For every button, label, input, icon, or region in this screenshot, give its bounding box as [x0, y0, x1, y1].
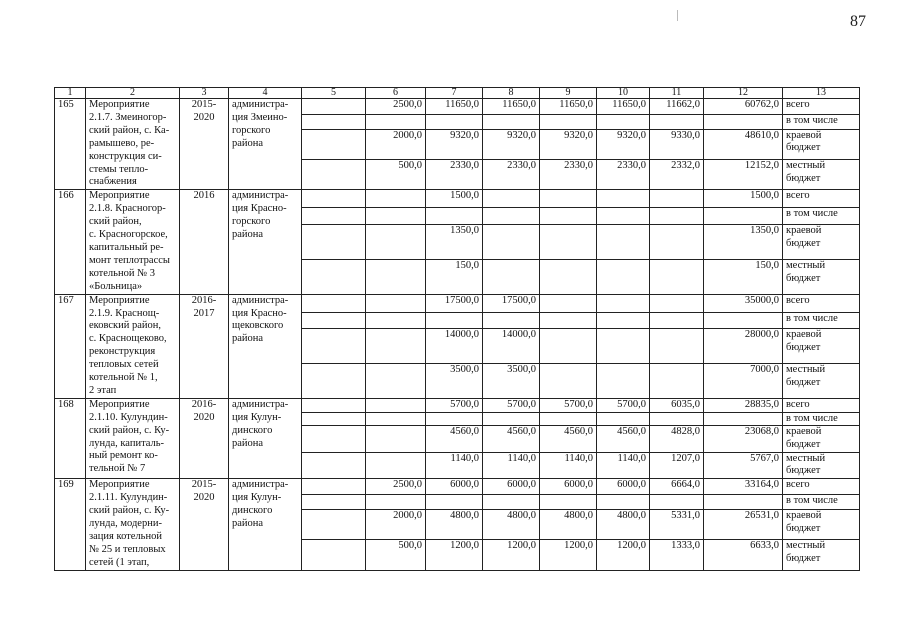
header-cell-8: 8: [483, 88, 540, 99]
value-cell-c6: [366, 259, 426, 294]
measure-title-line: ский район, с. Ку-: [89, 424, 170, 436]
value-cell-c5: [302, 509, 366, 539]
header-cell-12: 12: [704, 88, 783, 99]
page-number: 87: [850, 13, 866, 30]
value-cell-c8: 14000,0: [483, 329, 540, 364]
header-cell-11: 11: [650, 88, 704, 99]
value-cell-c11: [650, 329, 704, 364]
period-line: 2016-: [191, 398, 217, 410]
header-cell-13: 13: [783, 88, 860, 99]
value-cell-c7: 14000,0: [426, 329, 483, 364]
value-cell-c11: [650, 364, 704, 399]
row-number: 166: [55, 190, 86, 294]
value-cell-c6: [366, 190, 426, 208]
value-cell-c10: 4800,0: [597, 509, 650, 539]
value-cell-c6: 2000,0: [366, 509, 426, 539]
value-cell-c9: [540, 114, 597, 129]
funding-source-cell: в том числе: [783, 114, 860, 129]
measure-title-line: с. Краснощеково,: [89, 333, 167, 345]
executor-line: района: [232, 229, 264, 241]
value-cell-c7: 5700,0: [426, 398, 483, 412]
value-cell-c12: 26531,0: [704, 509, 783, 539]
executor-line: района: [232, 437, 264, 449]
value-cell-c8: [483, 312, 540, 329]
value-cell-c6: 500,0: [366, 540, 426, 570]
value-cell-c6: 2500,0: [366, 479, 426, 495]
value-cell-c8: 4800,0: [483, 509, 540, 539]
value-cell-c11: [650, 114, 704, 129]
value-cell-c10: [597, 225, 650, 260]
executor-line: горского: [232, 124, 271, 136]
executor-line: администра-: [232, 190, 289, 202]
value-cell-c7: 4800,0: [426, 509, 483, 539]
value-cell-c12: 12152,0: [704, 159, 783, 189]
period-line: 2017: [193, 307, 215, 319]
value-cell-c9: 2330,0: [540, 159, 597, 189]
value-cell-c7: [426, 208, 483, 225]
value-cell-c6: [366, 329, 426, 364]
period-line: 2020: [193, 111, 215, 123]
value-cell-c7: 1200,0: [426, 540, 483, 570]
value-cell-c11: [650, 190, 704, 208]
value-cell-c6: 2000,0: [366, 129, 426, 159]
value-cell-c7: 17500,0: [426, 294, 483, 312]
value-cell-c11: 4828,0: [650, 425, 704, 452]
value-cell-c9: 5700,0: [540, 398, 597, 412]
value-cell-c5: [302, 398, 366, 412]
value-cell-c11: 11662,0: [650, 99, 704, 115]
executor-line: администра-: [232, 294, 289, 306]
value-cell-c11: 1333,0: [650, 540, 704, 570]
value-cell-c12: 60762,0: [704, 99, 783, 115]
period-cell: [180, 294, 229, 398]
value-cell-c11: 1207,0: [650, 452, 704, 479]
header-cell-5: 5: [302, 88, 366, 99]
measure-title-line: конструкция си-: [89, 150, 162, 162]
funding-source-cell: краевой бюджет: [783, 225, 860, 260]
executor-cell: [229, 479, 302, 570]
value-cell-c10: 11650,0: [597, 99, 650, 115]
measure-title-line: ский район, с. Ка-: [89, 124, 170, 136]
value-cell-c10: 2330,0: [597, 159, 650, 189]
budget-table: [54, 87, 860, 571]
funding-source-cell: в том числе: [783, 412, 860, 425]
measure-title-line: сетей (1 этап,: [89, 556, 150, 568]
funding-source-cell: всего: [783, 99, 860, 115]
executor-cell: [229, 294, 302, 398]
value-cell-c12: [704, 312, 783, 329]
value-cell-c12: [704, 495, 783, 510]
funding-source-cell: краевой бюджет: [783, 329, 860, 364]
measure-title-line: котельной № 1,: [89, 372, 158, 384]
value-cell-c5: [302, 412, 366, 425]
period-line: 2016: [193, 190, 215, 202]
value-cell-c8: [483, 225, 540, 260]
executor-cell: [229, 190, 302, 294]
measure-title: [86, 294, 180, 398]
measure-title-line: капитальный ре-: [89, 241, 164, 253]
value-cell-c8: 5700,0: [483, 398, 540, 412]
table-row: [55, 294, 860, 312]
value-cell-c7: 150,0: [426, 259, 483, 294]
value-cell-c9: [540, 225, 597, 260]
value-cell-c10: [597, 495, 650, 510]
value-cell-c6: [366, 208, 426, 225]
funding-source-cell: в том числе: [783, 312, 860, 329]
value-cell-c8: 17500,0: [483, 294, 540, 312]
executor-line: горского: [232, 216, 271, 228]
value-cell-c10: [597, 312, 650, 329]
value-cell-c5: [302, 159, 366, 189]
value-cell-c8: 1140,0: [483, 452, 540, 479]
value-cell-c5: [302, 129, 366, 159]
value-cell-c9: [540, 364, 597, 399]
value-cell-c12: 150,0: [704, 259, 783, 294]
value-cell-c9: [540, 312, 597, 329]
value-cell-c12: [704, 208, 783, 225]
measure-title-line: стемы тепло-: [89, 163, 149, 175]
value-cell-c5: [302, 479, 366, 495]
value-cell-c9: 11650,0: [540, 99, 597, 115]
value-cell-c5: [302, 425, 366, 452]
measure-title-line: «Больница»: [89, 280, 143, 292]
value-cell-c7: 1350,0: [426, 225, 483, 260]
value-cell-c8: 4560,0: [483, 425, 540, 452]
funding-source-cell: местный бюджет: [783, 452, 860, 479]
value-cell-c8: [483, 190, 540, 208]
table-row: [55, 190, 860, 208]
value-cell-c7: 3500,0: [426, 364, 483, 399]
value-cell-c11: [650, 495, 704, 510]
period-cell: [180, 190, 229, 294]
value-cell-c6: [366, 364, 426, 399]
value-cell-c10: 5700,0: [597, 398, 650, 412]
funding-source-cell: всего: [783, 479, 860, 495]
value-cell-c9: [540, 190, 597, 208]
executor-line: администра-: [232, 398, 289, 410]
measure-title-line: Мероприятие: [89, 190, 150, 202]
value-cell-c5: [302, 208, 366, 225]
measure-title-line: ский район, с. Ку-: [89, 505, 170, 517]
measure-title-line: реконструкция: [89, 346, 156, 358]
measure-title-line: ный ремонт ко-: [89, 450, 158, 462]
value-cell-c7: 2330,0: [426, 159, 483, 189]
funding-source-cell: краевой бюджет: [783, 425, 860, 452]
value-cell-c11: [650, 412, 704, 425]
value-cell-c12: 1500,0: [704, 190, 783, 208]
measure-title-line: Мероприятие: [89, 398, 150, 410]
row-number: 165: [55, 99, 86, 190]
value-cell-c11: 6664,0: [650, 479, 704, 495]
measure-title-line: зация котельной: [89, 531, 162, 542]
value-cell-c5: [302, 540, 366, 570]
value-cell-c11: [650, 312, 704, 329]
executor-line: ция Кулун-: [232, 492, 282, 504]
period-line: 2015-: [191, 479, 217, 491]
value-cell-c12: 28000,0: [704, 329, 783, 364]
value-cell-c10: [597, 114, 650, 129]
value-cell-c6: [366, 452, 426, 479]
value-cell-c9: 6000,0: [540, 479, 597, 495]
period-cell: [180, 398, 229, 479]
value-cell-c9: 1200,0: [540, 540, 597, 570]
executor-line: ция Кулун-: [232, 411, 282, 423]
period-cell: [180, 99, 229, 190]
value-cell-c10: 1140,0: [597, 452, 650, 479]
measure-title-line: Мероприятие: [89, 99, 150, 110]
measure-title-line: лунда, капиталь-: [89, 437, 165, 449]
value-cell-c6: [366, 398, 426, 412]
header-cell-4: 4: [229, 88, 302, 99]
funding-source-cell: в том числе: [783, 495, 860, 510]
table-row: [55, 398, 860, 412]
value-cell-c12: 28835,0: [704, 398, 783, 412]
value-cell-c7: [426, 312, 483, 329]
value-cell-c9: [540, 259, 597, 294]
value-cell-c12: 7000,0: [704, 364, 783, 399]
header-cell-10: 10: [597, 88, 650, 99]
value-cell-c11: 6035,0: [650, 398, 704, 412]
value-cell-c12: 6633,0: [704, 540, 783, 570]
measure-title-line: Мероприятие: [89, 294, 150, 306]
funding-source-cell: всего: [783, 398, 860, 412]
period-line: 2016-: [191, 294, 217, 306]
executor-cell: [229, 99, 302, 190]
value-cell-c10: 6000,0: [597, 479, 650, 495]
funding-source-cell: в том числе: [783, 208, 860, 225]
header-cell-6: 6: [366, 88, 426, 99]
value-cell-c7: 11650,0: [426, 99, 483, 115]
measure-title: [86, 190, 180, 294]
header-cell-9: 9: [540, 88, 597, 99]
value-cell-c9: [540, 495, 597, 510]
funding-source-cell: всего: [783, 294, 860, 312]
value-cell-c6: 500,0: [366, 159, 426, 189]
measure-title-line: 2.1.8. Красногор-: [89, 203, 166, 215]
value-cell-c6: 2500,0: [366, 99, 426, 115]
value-cell-c8: [483, 208, 540, 225]
value-cell-c12: 48610,0: [704, 129, 783, 159]
measure-title-line: монт теплотрассы: [89, 254, 170, 266]
value-cell-c6: [366, 114, 426, 129]
measure-title-line: 2.1.7. Змеиногор-: [89, 111, 167, 123]
measure-title-line: тельной № 7: [89, 463, 146, 475]
executor-cell: [229, 398, 302, 479]
header-cell-2: 2: [86, 88, 180, 99]
funding-source-cell: краевой бюджет: [783, 509, 860, 539]
measure-title: [86, 398, 180, 479]
funding-source-cell: краевой бюджет: [783, 129, 860, 159]
value-cell-c6: [366, 425, 426, 452]
value-cell-c11: 2332,0: [650, 159, 704, 189]
table-row: [55, 99, 860, 115]
value-cell-c6: [366, 412, 426, 425]
value-cell-c9: 1140,0: [540, 452, 597, 479]
value-cell-c7: [426, 114, 483, 129]
value-cell-c12: 33164,0: [704, 479, 783, 495]
funding-source-cell: всего: [783, 190, 860, 208]
period-line: 2020: [193, 411, 215, 423]
table-row: [55, 479, 860, 495]
value-cell-c7: 1140,0: [426, 452, 483, 479]
value-cell-c5: [302, 294, 366, 312]
value-cell-c11: 5331,0: [650, 509, 704, 539]
value-cell-c7: 9320,0: [426, 129, 483, 159]
value-cell-c8: [483, 259, 540, 294]
value-cell-c6: [366, 495, 426, 510]
value-cell-c9: [540, 329, 597, 364]
value-cell-c12: 5767,0: [704, 452, 783, 479]
executor-line: динского: [232, 424, 273, 436]
value-cell-c10: [597, 294, 650, 312]
value-cell-c9: 4560,0: [540, 425, 597, 452]
value-cell-c5: [302, 329, 366, 364]
value-cell-c9: 4800,0: [540, 509, 597, 539]
measure-title-line: ековский район,: [89, 320, 162, 332]
value-cell-c7: [426, 412, 483, 425]
value-cell-c7: 4560,0: [426, 425, 483, 452]
executor-line: ция Красно-: [232, 203, 287, 215]
funding-source-cell: местный бюджет: [783, 364, 860, 399]
value-cell-c6: [366, 225, 426, 260]
value-cell-c9: 9320,0: [540, 129, 597, 159]
measure-title-line: котельной № 3: [89, 267, 155, 279]
measure-title-line: с. Красногорское,: [89, 229, 168, 241]
header-row: [55, 88, 860, 99]
executor-line: щековского: [232, 320, 284, 332]
measure-title-line: № 25 и тепловых: [89, 543, 166, 555]
value-cell-c11: [650, 259, 704, 294]
funding-source-cell: местный бюджет: [783, 540, 860, 570]
value-cell-c7: 6000,0: [426, 479, 483, 495]
measure-title-line: 2.1.9. Краснощ-: [89, 307, 160, 319]
value-cell-c5: [302, 190, 366, 208]
value-cell-c10: [597, 208, 650, 225]
value-cell-c12: [704, 114, 783, 129]
value-cell-c8: 3500,0: [483, 364, 540, 399]
value-cell-c10: [597, 190, 650, 208]
row-number: 168: [55, 398, 86, 479]
value-cell-c11: 9330,0: [650, 129, 704, 159]
value-cell-c5: [302, 452, 366, 479]
scan-mark: [677, 10, 678, 21]
value-cell-c10: 9320,0: [597, 129, 650, 159]
value-cell-c10: [597, 259, 650, 294]
value-cell-c6: [366, 294, 426, 312]
measure-title-line: лунда, модерни-: [89, 518, 162, 530]
value-cell-c6: [366, 312, 426, 329]
funding-source-cell: местный бюджет: [783, 159, 860, 189]
value-cell-c8: [483, 412, 540, 425]
measure-title-line: тепловых сетей: [89, 359, 159, 371]
value-cell-c10: 1200,0: [597, 540, 650, 570]
measure-title-line: Мероприятие: [89, 479, 150, 491]
value-cell-c8: 2330,0: [483, 159, 540, 189]
executor-line: района: [232, 137, 264, 149]
value-cell-c7: 1500,0: [426, 190, 483, 208]
period-line: 2015-: [191, 99, 217, 110]
value-cell-c11: [650, 294, 704, 312]
value-cell-c8: [483, 114, 540, 129]
value-cell-c5: [302, 364, 366, 399]
value-cell-c5: [302, 225, 366, 260]
executor-line: администра-: [232, 99, 289, 110]
measure-title-line: 2.1.11. Кулундин-: [89, 492, 168, 504]
value-cell-c8: 11650,0: [483, 99, 540, 115]
period-cell: [180, 479, 229, 570]
period-line: 2020: [193, 492, 215, 504]
funding-source-cell: местный бюджет: [783, 259, 860, 294]
executor-line: ция Красно-: [232, 307, 287, 319]
header-cell-7: 7: [426, 88, 483, 99]
value-cell-c5: [302, 99, 366, 115]
value-cell-c12: 23068,0: [704, 425, 783, 452]
value-cell-c8: 1200,0: [483, 540, 540, 570]
value-cell-c9: [540, 412, 597, 425]
executor-line: района: [232, 518, 264, 530]
measure-title-line: снабжения: [89, 176, 137, 188]
executor-line: администра-: [232, 479, 289, 491]
measure-title-line: 2 этап: [89, 384, 117, 396]
value-cell-c10: 4560,0: [597, 425, 650, 452]
executor-line: района: [232, 333, 264, 345]
value-cell-c5: [302, 114, 366, 129]
value-cell-c9: [540, 208, 597, 225]
measure-title: [86, 479, 180, 570]
header-cell-1: 1: [55, 88, 86, 99]
value-cell-c10: [597, 412, 650, 425]
measure-title-line: ский район,: [89, 216, 142, 228]
value-cell-c12: 35000,0: [704, 294, 783, 312]
header-cell-3: 3: [180, 88, 229, 99]
value-cell-c11: [650, 208, 704, 225]
value-cell-c7: [426, 495, 483, 510]
value-cell-c10: [597, 329, 650, 364]
value-cell-c11: [650, 225, 704, 260]
value-cell-c5: [302, 495, 366, 510]
value-cell-c5: [302, 312, 366, 329]
row-number: 167: [55, 294, 86, 398]
measure-title: [86, 99, 180, 190]
value-cell-c8: [483, 495, 540, 510]
value-cell-c8: 6000,0: [483, 479, 540, 495]
executor-line: динского: [232, 505, 273, 517]
executor-line: ция Змеино-: [232, 111, 288, 123]
value-cell-c5: [302, 259, 366, 294]
value-cell-c9: [540, 294, 597, 312]
value-cell-c8: 9320,0: [483, 129, 540, 159]
measure-title-line: 2.1.10. Кулундин-: [89, 411, 168, 423]
row-number: 169: [55, 479, 86, 570]
value-cell-c12: [704, 412, 783, 425]
value-cell-c10: [597, 364, 650, 399]
measure-title-line: рамышево, ре-: [89, 137, 155, 149]
value-cell-c12: 1350,0: [704, 225, 783, 260]
